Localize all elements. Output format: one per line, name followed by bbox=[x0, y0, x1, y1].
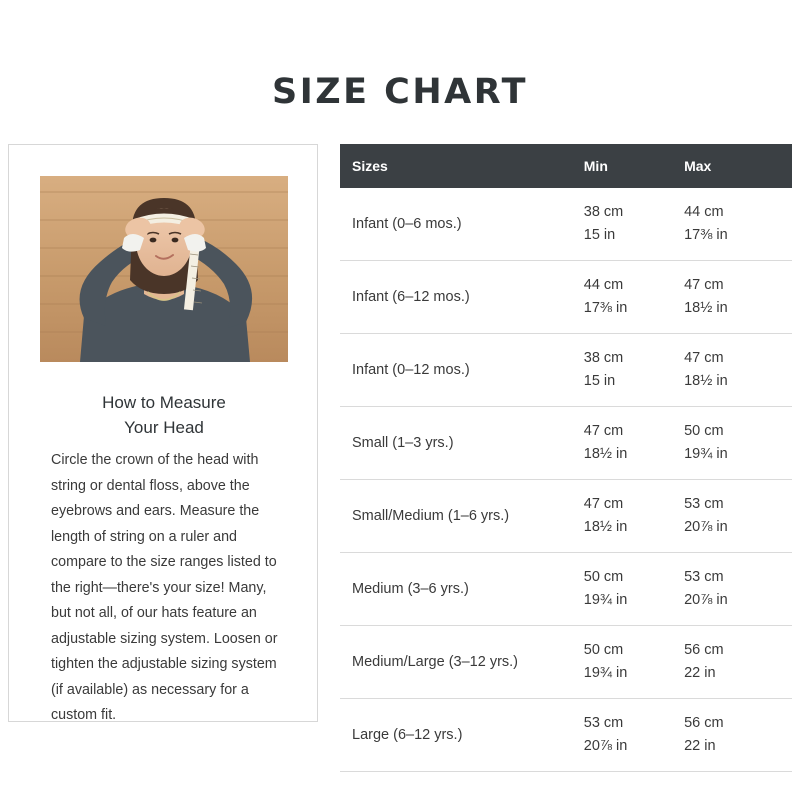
cell-max-cm: 56 cm bbox=[684, 642, 724, 658]
table-row bbox=[340, 553, 792, 626]
table-row bbox=[340, 480, 792, 553]
cell-max-in: 22 in bbox=[684, 738, 716, 754]
column-header-max: Max bbox=[684, 144, 792, 188]
table-row bbox=[340, 407, 792, 480]
table-row bbox=[340, 188, 792, 261]
cell-min-cm: 50 cm bbox=[583, 569, 624, 585]
cell-size: Small (1–3 yrs.) bbox=[340, 407, 584, 480]
cell-max bbox=[684, 188, 792, 261]
cell-min bbox=[584, 626, 684, 699]
cell-min-cm: 50 cm bbox=[583, 642, 624, 658]
cell-min-in: 15 in bbox=[583, 227, 616, 243]
cell-max-cm: 56 cm bbox=[684, 715, 724, 731]
cell-max bbox=[684, 334, 792, 407]
cell-min-in: 17⅜ in bbox=[583, 300, 628, 316]
cell-min-cm: 44 cm bbox=[583, 277, 624, 293]
table-row bbox=[340, 699, 792, 772]
cell-max-in: 20⅞ in bbox=[684, 592, 728, 608]
cell-size: Small/Medium (1–6 yrs.) bbox=[340, 480, 584, 553]
cell-max bbox=[684, 626, 792, 699]
cell-size: Infant (0–6 mos.) bbox=[340, 188, 584, 261]
cell-size: Medium (3–6 yrs.) bbox=[340, 553, 584, 626]
cell-max bbox=[684, 480, 792, 553]
how-to-measure-heading bbox=[29, 390, 299, 440]
cell-min bbox=[584, 334, 684, 407]
cell-size: Medium/Large (3–12 yrs.) bbox=[340, 626, 584, 699]
cell-max-cm: 44 cm bbox=[684, 204, 724, 220]
cell-min bbox=[584, 480, 684, 553]
cell-size: Large (6–12 yrs.) bbox=[340, 699, 584, 772]
cell-size: Infant (6–12 mos.) bbox=[340, 261, 584, 334]
cell-max-cm: 50 cm bbox=[684, 423, 724, 439]
table-row bbox=[340, 626, 792, 699]
cell-min-cm: 38 cm bbox=[583, 204, 624, 220]
cell-max bbox=[684, 553, 792, 626]
cell-max bbox=[684, 407, 792, 480]
cell-max-in: 18½ in bbox=[684, 300, 728, 316]
how-to-measure-heading-line2: Your Head bbox=[124, 418, 204, 437]
cell-min-cm: 47 cm bbox=[583, 496, 624, 512]
cell-min-in: 15 in bbox=[583, 373, 616, 389]
cell-max-in: 20⅞ in bbox=[684, 519, 728, 535]
cell-min bbox=[584, 699, 684, 772]
column-header-sizes: Sizes bbox=[340, 144, 584, 188]
cell-max-in: 17⅜ in bbox=[684, 227, 728, 243]
table-row bbox=[340, 261, 792, 334]
cell-min-cm: 53 cm bbox=[583, 715, 624, 731]
column-header-min: Min bbox=[584, 144, 684, 188]
how-to-measure-body: Circle the crown of the head with string or dental floss, above the eyebrows and ears. Measure the length of string on a ruler and compare to the size ranges listed to the right—there's your size! Many, but not all, of our hats feature an adjustable sizing system. Loosen or tighten the adjustable sizing system (if available) as necessary for a custom fit. bbox=[51, 452, 278, 723]
cell-min bbox=[584, 407, 684, 480]
cell-min-in: 20⅞ in bbox=[583, 738, 628, 754]
cell-min bbox=[584, 261, 684, 334]
cell-max-cm: 53 cm bbox=[684, 569, 724, 585]
cell-max-cm: 53 cm bbox=[684, 496, 724, 512]
cell-min-in: 19¾ in bbox=[583, 592, 628, 608]
cell-min-cm: 38 cm bbox=[583, 350, 624, 366]
cell-max bbox=[684, 699, 792, 772]
cell-max-in: 22 in bbox=[684, 665, 716, 681]
cell-max-in: 18½ in bbox=[684, 373, 728, 389]
size-table bbox=[340, 144, 792, 772]
cell-min-in: 18½ in bbox=[583, 446, 628, 462]
cell-min-cm: 47 cm bbox=[583, 423, 624, 439]
table-row bbox=[340, 334, 792, 407]
cell-min-in: 19¾ in bbox=[583, 665, 628, 681]
how-to-measure-card bbox=[8, 144, 318, 722]
page-title: SIZE CHART bbox=[271, 72, 529, 112]
measuring-head-photo bbox=[40, 176, 288, 362]
size-table-head bbox=[340, 144, 792, 188]
cell-max-cm: 47 cm bbox=[684, 350, 724, 366]
cell-min bbox=[584, 553, 684, 626]
cell-max bbox=[684, 261, 792, 334]
cell-min-in: 18½ in bbox=[583, 519, 628, 535]
table-header-row bbox=[340, 144, 792, 188]
cell-min bbox=[584, 188, 684, 261]
how-to-measure-heading-line1: How to Measure bbox=[102, 393, 226, 412]
size-table-body bbox=[340, 188, 792, 772]
cell-size: Infant (0–12 mos.) bbox=[340, 334, 584, 407]
size-table-wrapper bbox=[340, 144, 792, 772]
cell-max-cm: 47 cm bbox=[684, 277, 724, 293]
cell-max-in: 19¾ in bbox=[684, 446, 728, 462]
